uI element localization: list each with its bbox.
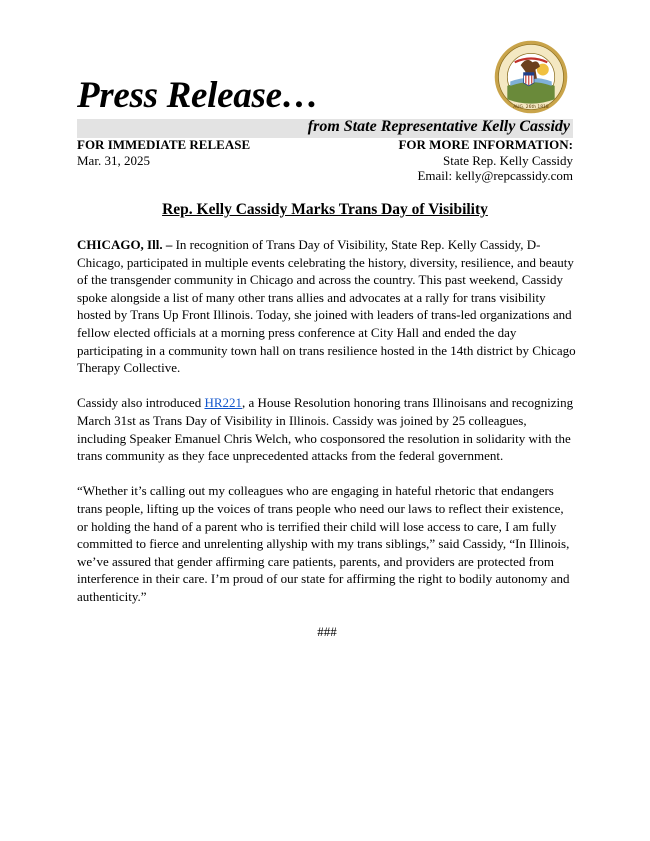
byline-bar <box>77 119 573 138</box>
contact-email: Email: kelly@repcassidy.com <box>417 168 573 183</box>
body-text <box>77 236 577 658</box>
illinois-state-seal-icon <box>494 40 568 114</box>
hr221-link[interactable]: HR221 <box>204 395 243 411</box>
paragraph-2-before: Cassidy also introduced <box>77 395 205 411</box>
paragraph-3: “Whether it’s calling out my colleagues who are engaging in hateful rhetoric that endangers trans people, lifting up the voices of trans people who need our laws to reflect their existence, or holding the hand of a parent who is terrified their child will lose access to care, I am fully committed to fierce and unrelenting allyship with my trans siblings,” said Cassidy, “In Illinois, we’ve assured that gender affirming care patients, parents, and providers are protected from interference in their care. I’m proud of our state for affirming the right to bodily autonomy and authenticity.” <box>77 483 570 604</box>
page-title: Press Release… <box>77 75 319 116</box>
seal-date-text: AUG. 26th 1818 <box>513 105 549 111</box>
release-label: FOR IMMEDIATE RELEASE <box>77 137 251 152</box>
contact-info <box>398 137 573 184</box>
paragraph-1 <box>77 236 577 377</box>
release-date: Mar. 31, 2025 <box>77 152 150 168</box>
dateline: CHICAGO, Ill. – <box>77 237 173 252</box>
release-info <box>77 137 250 168</box>
paragraph-1-text: In recognition of Trans Day of Visibility, State Rep. Kelly Cassidy, D-Chicago, participated in multiple events celebrating the history, diversity, resilience, and beauty of the transgender community in Chicago and across the country. This past weekend, Cassidy spoke alongside a list of many other trans allies and advocates at a rally for trans visibility hosted by Trans Up Front Illinois. Today, she joined with leaders of trans-led organizations and fellow elected officials at a morning press conference at City Hall and ended the day participating in a community town hall on trans resilience hosted in the 14th district by Chicago Therapy Collective. <box>77 237 576 376</box>
contact-name: State Rep. Kelly Cassidy <box>443 152 573 168</box>
info-label: FOR MORE INFORMATION: <box>398 137 573 152</box>
byline: from State Representative Kelly Cassidy <box>307 118 570 135</box>
paragraph-2-after: , a House Resolution honoring trans Illinoisans and recognizing March 31st as Trans Day of Visibility in Illinois. Cassidy was joined by 25 colleagues, including Speaker Emanuel Chris Welch, who cosponsored the resolution in solidarity with the trans community as they face unprecedented attacks from the federal government. <box>77 395 574 464</box>
end-mark: ### <box>317 624 337 640</box>
headline: Rep. Kelly Cassidy Marks Trans Day of Visibility <box>162 201 488 218</box>
paragraph-2 <box>77 394 577 464</box>
